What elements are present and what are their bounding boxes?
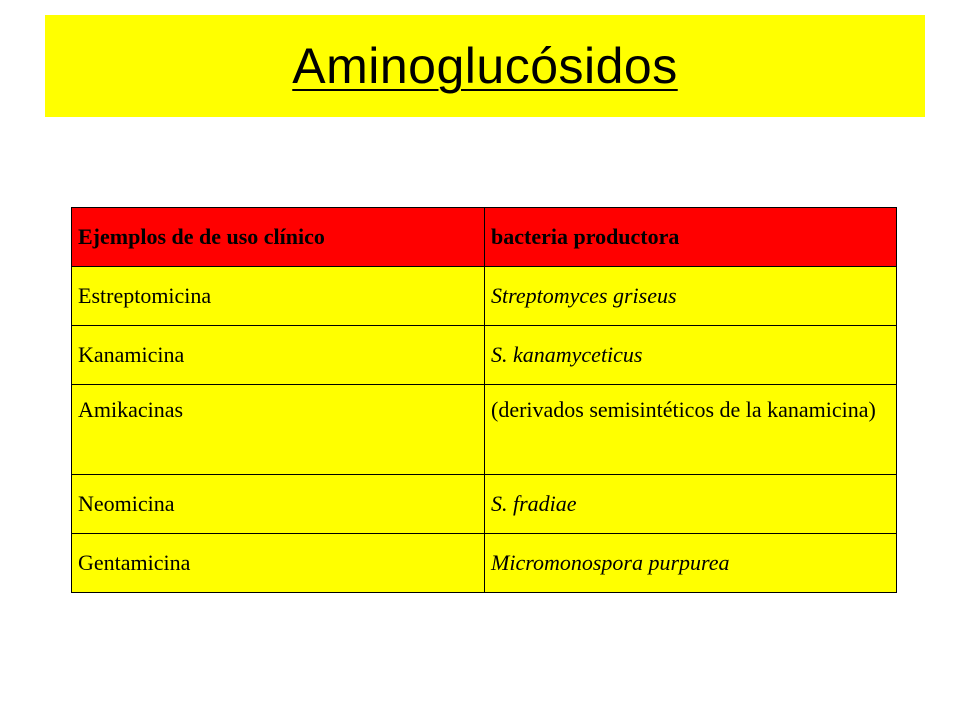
table-row [72, 267, 897, 326]
producer-cell: Micromonospora purpurea [485, 534, 897, 593]
producer-cell: S. kanamyceticus [485, 326, 897, 385]
antibiotic-name-cell: Kanamicina [72, 326, 485, 385]
header-cell-producer: bacteria productora [485, 208, 897, 267]
producer-cell: Streptomyces griseus [485, 267, 897, 326]
table-row [72, 534, 897, 593]
title-banner [45, 15, 925, 117]
header-cell-examples: Ejemplos de de uso clínico [72, 208, 485, 267]
table-row [72, 385, 897, 475]
table-row [72, 475, 897, 534]
slide-title: Aminoglucósidos [292, 38, 678, 94]
antibiotic-name-cell: Estreptomicina [72, 267, 485, 326]
antibiotic-name-cell: Neomicina [72, 475, 485, 534]
producer-cell: (derivados semisintéticos de la kanamicina) [485, 385, 897, 475]
table-row [72, 326, 897, 385]
antibiotics-table [71, 207, 897, 593]
antibiotic-name-cell: Gentamicina [72, 534, 485, 593]
table-header-row [72, 208, 897, 267]
antibiotic-name-cell: Amikacinas [72, 385, 485, 475]
producer-cell: S. fradiae [485, 475, 897, 534]
